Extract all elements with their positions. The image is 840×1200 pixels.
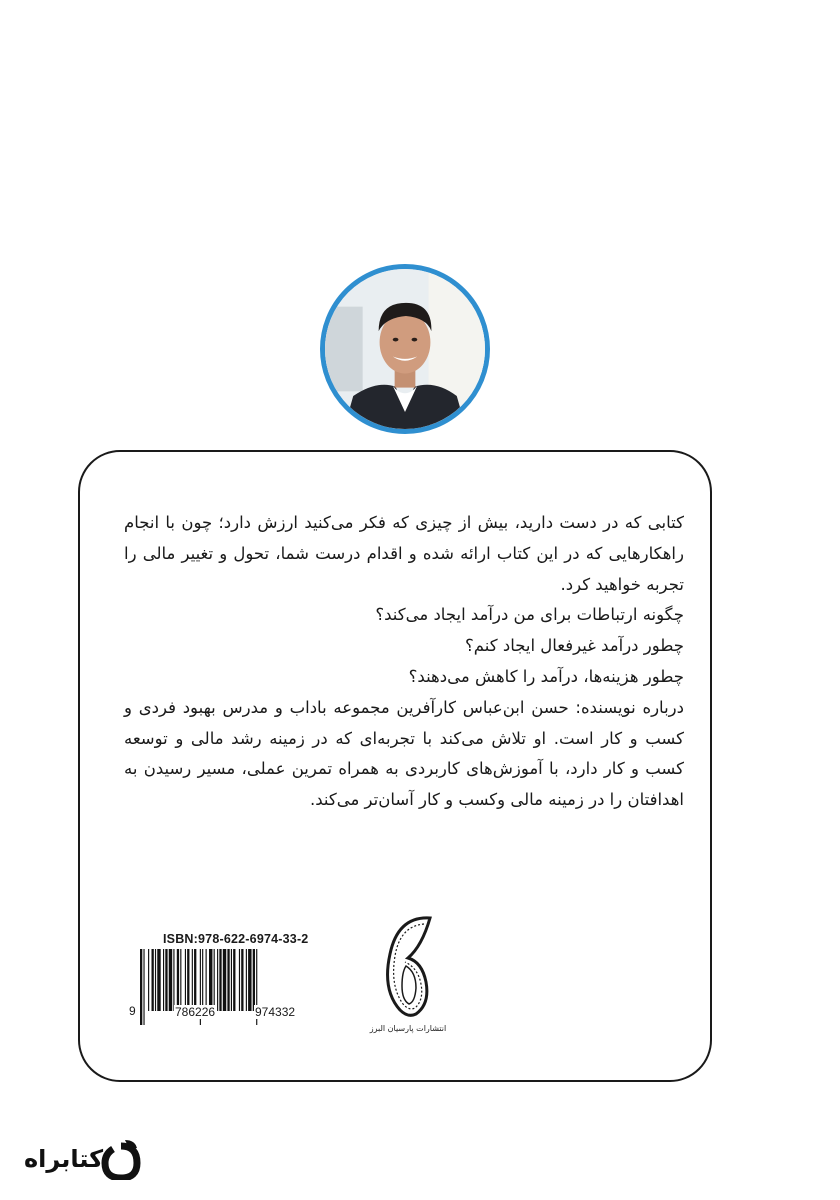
barcode-digits-right: 974332	[255, 1005, 296, 1019]
barcode-bar	[217, 949, 218, 1011]
barcode-bar	[180, 949, 181, 1011]
barcode-bar	[187, 949, 189, 1011]
barcode	[138, 949, 324, 1025]
publisher-logo	[368, 914, 448, 1042]
barcode-digit-first: 9	[129, 1004, 136, 1018]
barcode-bar	[194, 949, 196, 1011]
barcode-bar	[157, 949, 160, 1011]
ketabrah-leaf-icon	[101, 1138, 141, 1180]
barcode-bar	[206, 949, 207, 1011]
ketabrah-watermark	[20, 1138, 141, 1180]
barcode-bar	[185, 949, 186, 1011]
barcode-bar	[227, 949, 229, 1011]
barcode-bar	[241, 949, 243, 1011]
book-description	[124, 508, 684, 816]
barcode-bar	[202, 949, 203, 1011]
barcode-bar	[173, 949, 174, 1011]
barcode-bar	[239, 949, 240, 1011]
publisher-name: انتشارات پارسیان البرز	[369, 1024, 447, 1033]
barcode-bar	[192, 949, 193, 1011]
author-photo	[320, 264, 490, 434]
barcode-bar	[209, 949, 212, 1011]
barcode-bar	[169, 949, 172, 1011]
question-1: چگونه ارتباطات برای من درآمد ایجاد می‌کند؟	[375, 605, 684, 625]
barcode-bar	[233, 949, 235, 1011]
barcode-bar	[248, 949, 251, 1011]
about-author-paragraph: درباره نویسنده: حسن ابن‌عباس کارآفرین مجموعه باداب و مدرس بهبود فردی و کسب و کار است. او تلاش می‌کند با تجربه‌ای که در زمینه رشد مالی و توسعه کسب و کار دارد، با آموزش‌های کاربردی به همراه تمرین عملی، مسیر رسیدن به اهدافتان را در زمینه مالی وکسب و کار آسان‌تر می‌کند.	[124, 697, 684, 810]
barcode-bar	[253, 949, 255, 1011]
question-2: چطور درآمد غیرفعال ایجاد کنم؟	[465, 636, 684, 656]
barcode-bar	[219, 949, 221, 1011]
ketabrah-wordmark: کتابراه	[24, 1145, 104, 1173]
barcode-bars	[138, 949, 324, 1025]
barcode-bar	[165, 949, 167, 1011]
isbn-label: ISBN:978-622-6974-33-2	[163, 932, 309, 946]
author-portrait-illustration	[325, 269, 485, 429]
barcode-bar	[223, 949, 226, 1011]
barcode-bar	[155, 949, 156, 1011]
barcode-bar	[177, 949, 179, 1011]
barcode-bar	[163, 949, 164, 1011]
barcode-bar	[152, 949, 154, 1011]
question-3: چطور هزینه‌ها، درآمد را کاهش می‌دهند؟	[408, 666, 684, 686]
barcode-bar	[231, 949, 232, 1011]
barcode-bar	[143, 949, 144, 1025]
barcode-digits-left: 786226	[175, 1005, 216, 1019]
barcode-bar	[140, 949, 142, 1025]
back-cover-card	[78, 450, 712, 1082]
description-paragraph-intro: کتابی که در دست دارید، بیش از چیزی که فکر می‌کنید ارزش دارد؛ چون با انجام راهکارهایی که در این کتاب ارائه شده و اقدام درست شما، تحول و تغییر مالی را تجربه خواهید کرد.	[124, 513, 684, 594]
barcode-bar	[246, 949, 247, 1011]
paisley-drop-icon	[378, 914, 438, 1022]
barcode-bar	[214, 949, 215, 1011]
barcode-bar	[148, 949, 149, 1011]
